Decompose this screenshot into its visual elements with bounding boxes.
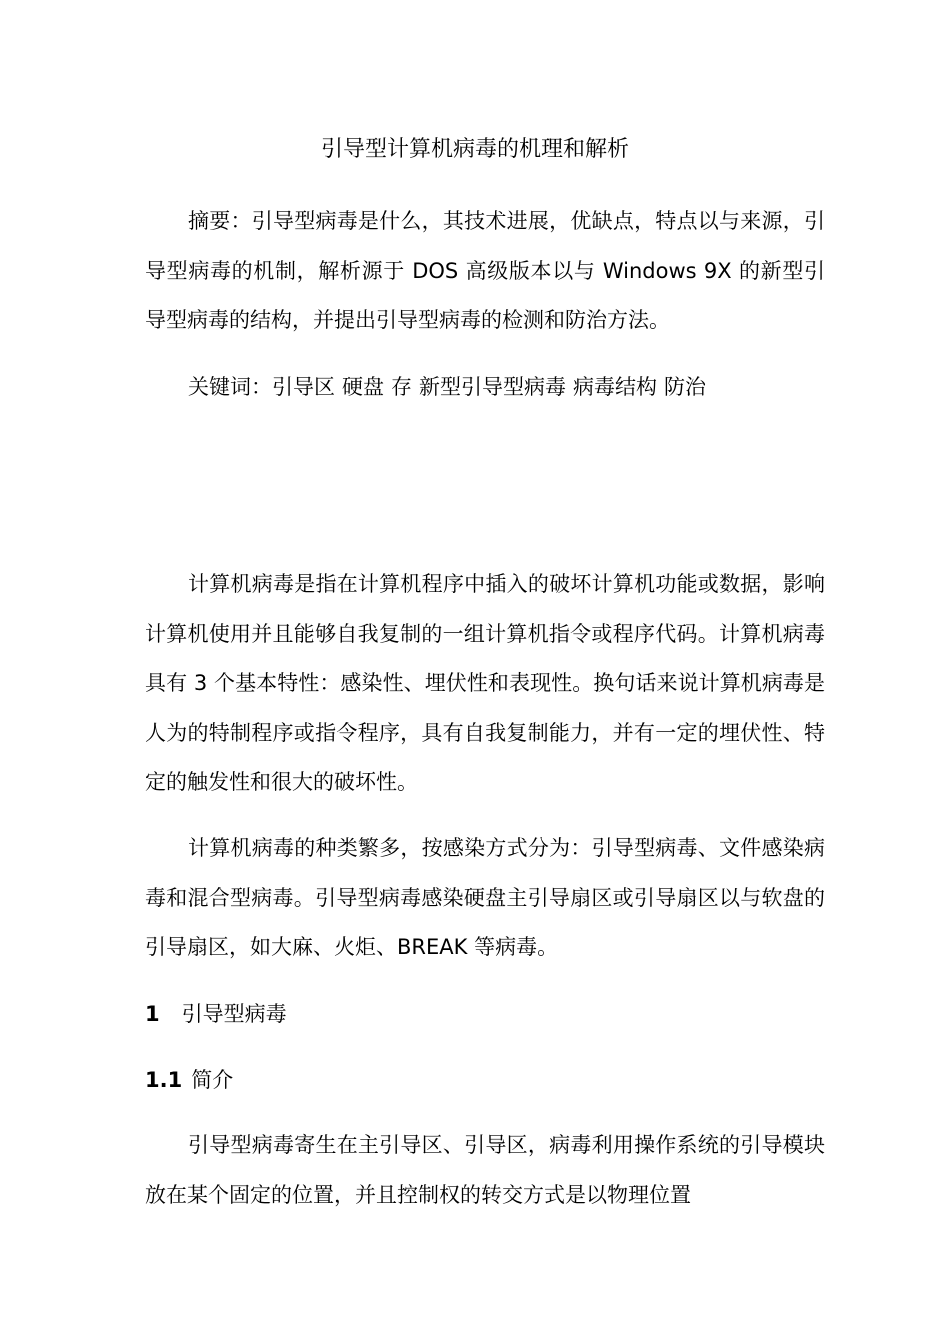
keyword-item: 防治 (664, 375, 706, 399)
keyword-item: 新型引导型病毒 (419, 375, 566, 399)
keyword-item: 引导区 (272, 375, 335, 399)
section-title: 引导型病毒 (181, 1002, 287, 1026)
keywords-label: 关键词： (188, 375, 272, 399)
body-paragraph: 计算机病毒的种类繁多，按感染方式分为：引导型病毒、文件感染病毒和混合型病毒。引导型病毒感染硬盘主引导扇区或引导扇区以与软盘的引导扇区，如大麻、火炬、BREAK 等病毒。 (145, 836, 825, 959)
body-paragraph: 引导型病毒寄生在主引导区、引导区，病毒利用操作系统的引导模块放在某个固定的位置，并且控制权的转交方式是以物理位置 (145, 1133, 825, 1207)
subsection-number: 1.1 (145, 1068, 183, 1092)
document-title: 引导型计算机病毒的机理和解析 (320, 137, 629, 162)
keyword-item: 存 (391, 375, 412, 399)
subsection-title: 简介 (191, 1068, 234, 1092)
section-heading (145, 996, 287, 1032)
keywords-line (188, 369, 713, 405)
keyword-item: 硬盘 (342, 375, 384, 399)
subsection-heading (145, 1062, 233, 1098)
section-number: 1 (145, 1002, 160, 1026)
body-paragraph: 计算机病毒是指在计算机程序中插入的破坏计算机功能或数据，影响计算机使用并且能够自我复制的一组计算机指令或程序代码。计算机病毒具有 3 个基本特性：感染性、埋伏性和表现性。换句话来说计算机病毒是人为的特制程序或指令程序，具有自我复制能力，并有一定的埋伏性、特定的触发性和很大的破坏性。 (145, 572, 825, 794)
keyword-item: 病毒结构 (573, 375, 657, 399)
abstract-paragraph: 摘要：引导型病毒是什么，其技术进展，优缺点，特点以与来源，引导型病毒的机制，解析源于 DOS 高级版本以与 Windows 9X 的新型引导型病毒的结构，并提出引导型病毒的检测和防治方法。 (145, 209, 825, 332)
